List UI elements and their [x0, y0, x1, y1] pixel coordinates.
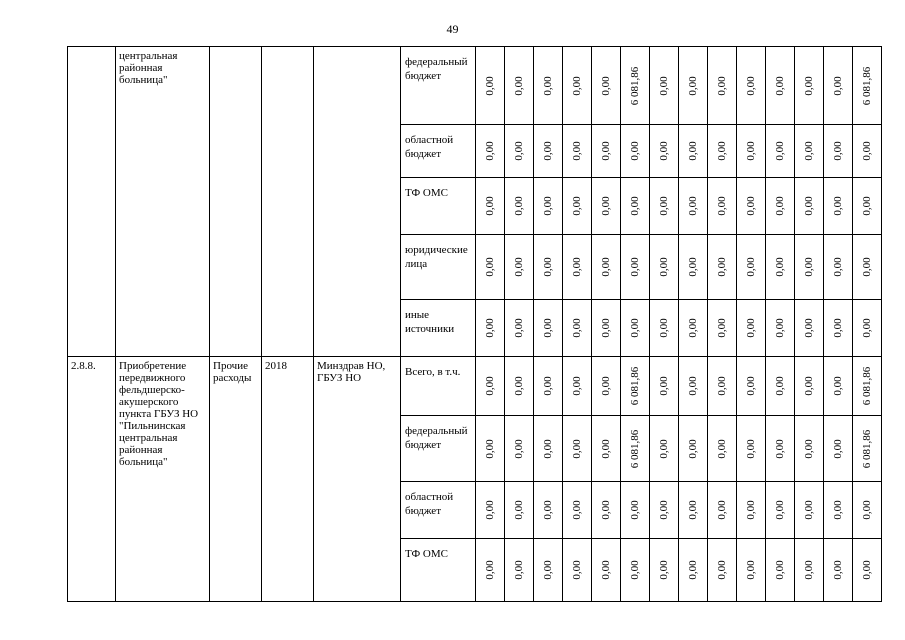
item-type-cell — [210, 47, 262, 357]
value-text: 0,00 — [542, 318, 554, 338]
value-text: 0,00 — [716, 560, 728, 580]
value-cell — [505, 482, 534, 539]
value-text: 0,00 — [571, 75, 583, 96]
value-text: 0,00 — [600, 75, 612, 96]
value-cell — [563, 416, 592, 482]
value-text: 0,00 — [600, 257, 612, 277]
value-text: 0,00 — [600, 560, 612, 580]
value-cell — [853, 539, 882, 602]
value-cell — [737, 300, 766, 357]
value-text: 0,00 — [484, 318, 496, 338]
value-cell — [708, 300, 737, 357]
value-cell — [592, 482, 621, 539]
value-cell — [679, 416, 708, 482]
value-text: 0,00 — [774, 438, 786, 459]
item-year-cell — [262, 47, 314, 357]
value-text: 6 081,86 — [861, 429, 873, 468]
value-cell — [708, 47, 737, 125]
value-cell — [737, 125, 766, 178]
value-cell — [621, 539, 650, 602]
value-text: 0,00 — [513, 257, 525, 277]
value-text: 0,00 — [774, 196, 786, 216]
value-text: 0,00 — [716, 257, 728, 277]
funding-source: ТФ ОМС — [401, 178, 476, 235]
value-cell — [476, 125, 505, 178]
value-cell — [824, 539, 853, 602]
funding-source: федеральный бюджет — [401, 47, 476, 125]
value-cell — [737, 482, 766, 539]
value-text: 0,00 — [745, 318, 757, 338]
value-text: 0,00 — [687, 196, 699, 216]
value-text: 0,00 — [542, 500, 554, 520]
value-text: 0,00 — [687, 75, 699, 96]
value-text: 0,00 — [832, 75, 844, 96]
value-text: 0,00 — [571, 196, 583, 216]
value-cell — [563, 300, 592, 357]
value-cell — [563, 539, 592, 602]
funding-source: федеральный бюджет — [401, 416, 476, 482]
value-cell — [795, 235, 824, 300]
item-executor-cell — [314, 47, 401, 357]
value-text: 0,00 — [513, 376, 525, 396]
value-text: 0,00 — [745, 196, 757, 216]
value-text: 0,00 — [571, 560, 583, 580]
item-type: Прочие расходы — [210, 357, 262, 602]
value-text: 0,00 — [716, 438, 728, 459]
value-text: 0,00 — [832, 318, 844, 338]
table-row — [68, 47, 882, 125]
value-cell — [621, 47, 650, 125]
value-cell — [824, 47, 853, 125]
value-cell — [505, 357, 534, 416]
value-cell — [621, 235, 650, 300]
value-text: 0,00 — [803, 196, 815, 216]
value-text: 0,00 — [716, 196, 728, 216]
value-cell — [476, 357, 505, 416]
value-cell — [650, 178, 679, 235]
value-text: 0,00 — [745, 560, 757, 580]
funding-source: областной бюджет — [401, 125, 476, 178]
value-text: 0,00 — [484, 141, 496, 161]
value-cell — [795, 178, 824, 235]
value-cell — [592, 357, 621, 416]
value-cell — [708, 235, 737, 300]
value-cell — [476, 47, 505, 125]
value-text: 0,00 — [542, 257, 554, 277]
value-text: 0,00 — [484, 257, 496, 277]
value-text: 0,00 — [484, 376, 496, 396]
value-cell — [650, 47, 679, 125]
value-cell — [737, 539, 766, 602]
value-text: 0,00 — [745, 500, 757, 520]
value-text: 0,00 — [571, 318, 583, 338]
value-cell — [476, 539, 505, 602]
value-cell — [737, 416, 766, 482]
value-text: 0,00 — [542, 196, 554, 216]
value-text: 0,00 — [832, 141, 844, 161]
value-cell — [563, 482, 592, 539]
value-text: 0,00 — [832, 438, 844, 459]
value-text: 0,00 — [542, 376, 554, 396]
value-cell — [621, 482, 650, 539]
value-cell — [795, 539, 824, 602]
value-cell — [679, 539, 708, 602]
value-cell — [737, 178, 766, 235]
value-text: 0,00 — [600, 318, 612, 338]
value-cell — [650, 539, 679, 602]
value-text: 0,00 — [803, 75, 815, 96]
value-text: 0,00 — [629, 500, 641, 520]
value-text: 0,00 — [600, 196, 612, 216]
value-cell — [708, 539, 737, 602]
value-text: 0,00 — [513, 141, 525, 161]
value-text: 0,00 — [484, 75, 496, 96]
item-name: Приобретение передвижного фельдшерско-акушерского пункта ГБУЗ НО "Пильнинская центральная районная больница" — [116, 357, 210, 602]
value-text: 0,00 — [803, 376, 815, 396]
value-cell — [679, 235, 708, 300]
value-text: 0,00 — [484, 500, 496, 520]
value-cell — [708, 125, 737, 178]
value-cell — [650, 357, 679, 416]
value-cell — [563, 235, 592, 300]
value-cell — [563, 178, 592, 235]
value-text: 0,00 — [658, 376, 670, 396]
value-cell — [476, 416, 505, 482]
funding-source: иные источники — [401, 300, 476, 357]
value-cell — [824, 235, 853, 300]
value-text: 0,00 — [774, 141, 786, 161]
value-text: 0,00 — [571, 438, 583, 459]
value-text: 0,00 — [629, 318, 641, 338]
value-cell — [853, 47, 882, 125]
value-cell — [824, 357, 853, 416]
value-cell — [534, 235, 563, 300]
value-text: 0,00 — [513, 438, 525, 459]
value-text: 0,00 — [513, 560, 525, 580]
value-text: 0,00 — [774, 75, 786, 96]
value-cell — [505, 539, 534, 602]
value-text: 0,00 — [774, 257, 786, 277]
value-cell — [795, 47, 824, 125]
value-cell — [621, 125, 650, 178]
value-cell — [766, 125, 795, 178]
value-text: 0,00 — [600, 500, 612, 520]
value-cell — [476, 178, 505, 235]
value-text: 0,00 — [629, 257, 641, 277]
value-cell — [592, 47, 621, 125]
value-cell — [853, 482, 882, 539]
value-cell — [737, 47, 766, 125]
value-cell — [592, 300, 621, 357]
value-cell — [766, 235, 795, 300]
value-text: 0,00 — [774, 376, 786, 396]
value-text: 0,00 — [542, 141, 554, 161]
value-cell — [505, 47, 534, 125]
value-text: 0,00 — [803, 560, 815, 580]
value-text: 6 081,86 — [861, 66, 873, 105]
value-text: 0,00 — [774, 318, 786, 338]
value-text: 0,00 — [629, 141, 641, 161]
budget-table — [67, 46, 882, 602]
value-cell — [824, 300, 853, 357]
value-cell — [853, 125, 882, 178]
value-text: 0,00 — [687, 438, 699, 459]
value-text: 0,00 — [832, 500, 844, 520]
value-cell — [795, 416, 824, 482]
value-cell — [650, 482, 679, 539]
value-cell — [737, 357, 766, 416]
value-cell — [476, 482, 505, 539]
value-text: 0,00 — [832, 196, 844, 216]
value-text: 0,00 — [861, 141, 873, 161]
value-cell — [853, 357, 882, 416]
value-cell — [476, 300, 505, 357]
value-cell — [824, 178, 853, 235]
value-cell — [853, 416, 882, 482]
value-cell — [563, 47, 592, 125]
value-text: 0,00 — [745, 438, 757, 459]
value-text: 0,00 — [542, 75, 554, 96]
value-text: 0,00 — [600, 141, 612, 161]
value-text: 0,00 — [716, 500, 728, 520]
value-cell — [621, 357, 650, 416]
value-text: 0,00 — [484, 438, 496, 459]
value-text: 0,00 — [687, 141, 699, 161]
value-text: 0,00 — [687, 376, 699, 396]
value-text: 6 081,86 — [861, 366, 873, 406]
value-text: 0,00 — [687, 560, 699, 580]
item-year: 2018 — [262, 357, 314, 602]
value-text: 0,00 — [658, 196, 670, 216]
value-cell — [621, 416, 650, 482]
item-number: 2.8.8. — [68, 357, 116, 602]
value-cell — [708, 416, 737, 482]
table-row — [68, 357, 882, 416]
value-text: 0,00 — [716, 75, 728, 96]
value-text: 0,00 — [600, 438, 612, 459]
value-cell — [766, 300, 795, 357]
value-text: 0,00 — [687, 257, 699, 277]
value-text: 0,00 — [745, 257, 757, 277]
item-executor: Минздрав НО, ГБУЗ НО — [314, 357, 401, 602]
value-text: 0,00 — [658, 560, 670, 580]
value-cell — [621, 300, 650, 357]
value-cell — [766, 47, 795, 125]
value-cell — [679, 125, 708, 178]
value-text: 0,00 — [658, 438, 670, 459]
value-text: 0,00 — [716, 141, 728, 161]
value-cell — [621, 178, 650, 235]
funding-source: юридические лица — [401, 235, 476, 300]
value-cell — [679, 357, 708, 416]
value-cell — [592, 539, 621, 602]
value-cell — [592, 125, 621, 178]
value-text: 0,00 — [513, 500, 525, 520]
value-text: 0,00 — [803, 500, 815, 520]
value-cell — [650, 300, 679, 357]
value-cell — [766, 357, 795, 416]
value-cell — [505, 300, 534, 357]
value-text: 0,00 — [861, 318, 873, 338]
value-text: 0,00 — [629, 196, 641, 216]
item-number-cell — [68, 47, 116, 357]
value-cell — [505, 178, 534, 235]
value-cell — [708, 357, 737, 416]
value-text: 0,00 — [745, 141, 757, 161]
value-text: 0,00 — [658, 257, 670, 277]
value-cell — [592, 416, 621, 482]
value-cell — [476, 235, 505, 300]
value-cell — [766, 482, 795, 539]
value-text: 0,00 — [803, 318, 815, 338]
value-text: 0,00 — [513, 75, 525, 96]
value-text: 0,00 — [658, 318, 670, 338]
value-text: 0,00 — [745, 75, 757, 96]
value-cell — [679, 482, 708, 539]
value-cell — [650, 416, 679, 482]
value-cell — [592, 178, 621, 235]
value-text: 0,00 — [774, 560, 786, 580]
value-text: 0,00 — [861, 196, 873, 216]
value-text: 0,00 — [687, 500, 699, 520]
value-text: 0,00 — [571, 141, 583, 161]
value-text: 0,00 — [803, 257, 815, 277]
value-cell — [766, 178, 795, 235]
value-cell — [795, 357, 824, 416]
value-text: 0,00 — [716, 376, 728, 396]
value-cell — [505, 125, 534, 178]
funding-source: ТФ ОМС — [401, 539, 476, 602]
value-cell — [534, 300, 563, 357]
value-cell — [650, 235, 679, 300]
value-text: 0,00 — [716, 318, 728, 338]
value-text: 0,00 — [629, 560, 641, 580]
value-cell — [534, 178, 563, 235]
value-text: 0,00 — [658, 141, 670, 161]
value-cell — [708, 178, 737, 235]
value-text: 0,00 — [861, 500, 873, 520]
value-text: 0,00 — [484, 560, 496, 580]
value-text: 0,00 — [687, 318, 699, 338]
value-cell — [766, 539, 795, 602]
value-text: 0,00 — [861, 257, 873, 277]
value-cell — [534, 47, 563, 125]
value-cell — [534, 482, 563, 539]
value-cell — [824, 416, 853, 482]
value-text: 0,00 — [774, 500, 786, 520]
value-text: 0,00 — [832, 257, 844, 277]
value-cell — [534, 357, 563, 416]
value-cell — [853, 235, 882, 300]
item-name-fragment: центральная районная больница" — [116, 47, 210, 357]
value-text: 0,00 — [542, 560, 554, 580]
value-cell — [853, 178, 882, 235]
value-text: 0,00 — [658, 500, 670, 520]
value-text: 0,00 — [513, 318, 525, 338]
value-cell — [708, 482, 737, 539]
funding-source: областной бюджет — [401, 482, 476, 539]
value-cell — [853, 300, 882, 357]
value-text: 6 081,86 — [629, 366, 641, 406]
value-cell — [534, 125, 563, 178]
value-cell — [563, 125, 592, 178]
value-text: 6 081,86 — [629, 66, 641, 105]
value-cell — [795, 125, 824, 178]
value-text: 0,00 — [832, 560, 844, 580]
value-cell — [505, 235, 534, 300]
value-text: 0,00 — [832, 376, 844, 396]
value-cell — [824, 125, 853, 178]
value-cell — [650, 125, 679, 178]
value-cell — [563, 357, 592, 416]
value-text: 0,00 — [571, 257, 583, 277]
value-cell — [679, 178, 708, 235]
value-text: 0,00 — [571, 500, 583, 520]
value-cell — [795, 482, 824, 539]
value-text: 0,00 — [484, 196, 496, 216]
value-text: 0,00 — [803, 438, 815, 459]
value-cell — [795, 300, 824, 357]
value-text: 0,00 — [658, 75, 670, 96]
value-cell — [534, 539, 563, 602]
value-text: 0,00 — [600, 376, 612, 396]
page-number: 49 — [446, 22, 459, 36]
value-text: 0,00 — [861, 560, 873, 580]
value-cell — [679, 300, 708, 357]
value-cell — [679, 47, 708, 125]
funding-source: Всего, в т.ч. — [401, 357, 476, 416]
value-cell — [766, 416, 795, 482]
value-text: 0,00 — [542, 438, 554, 459]
value-cell — [505, 416, 534, 482]
value-text: 0,00 — [803, 141, 815, 161]
value-cell — [824, 482, 853, 539]
value-text: 0,00 — [571, 376, 583, 396]
value-cell — [534, 416, 563, 482]
value-cell — [737, 235, 766, 300]
value-text: 0,00 — [513, 196, 525, 216]
value-text: 6 081,86 — [629, 429, 641, 468]
value-cell — [592, 235, 621, 300]
value-text: 0,00 — [745, 376, 757, 396]
